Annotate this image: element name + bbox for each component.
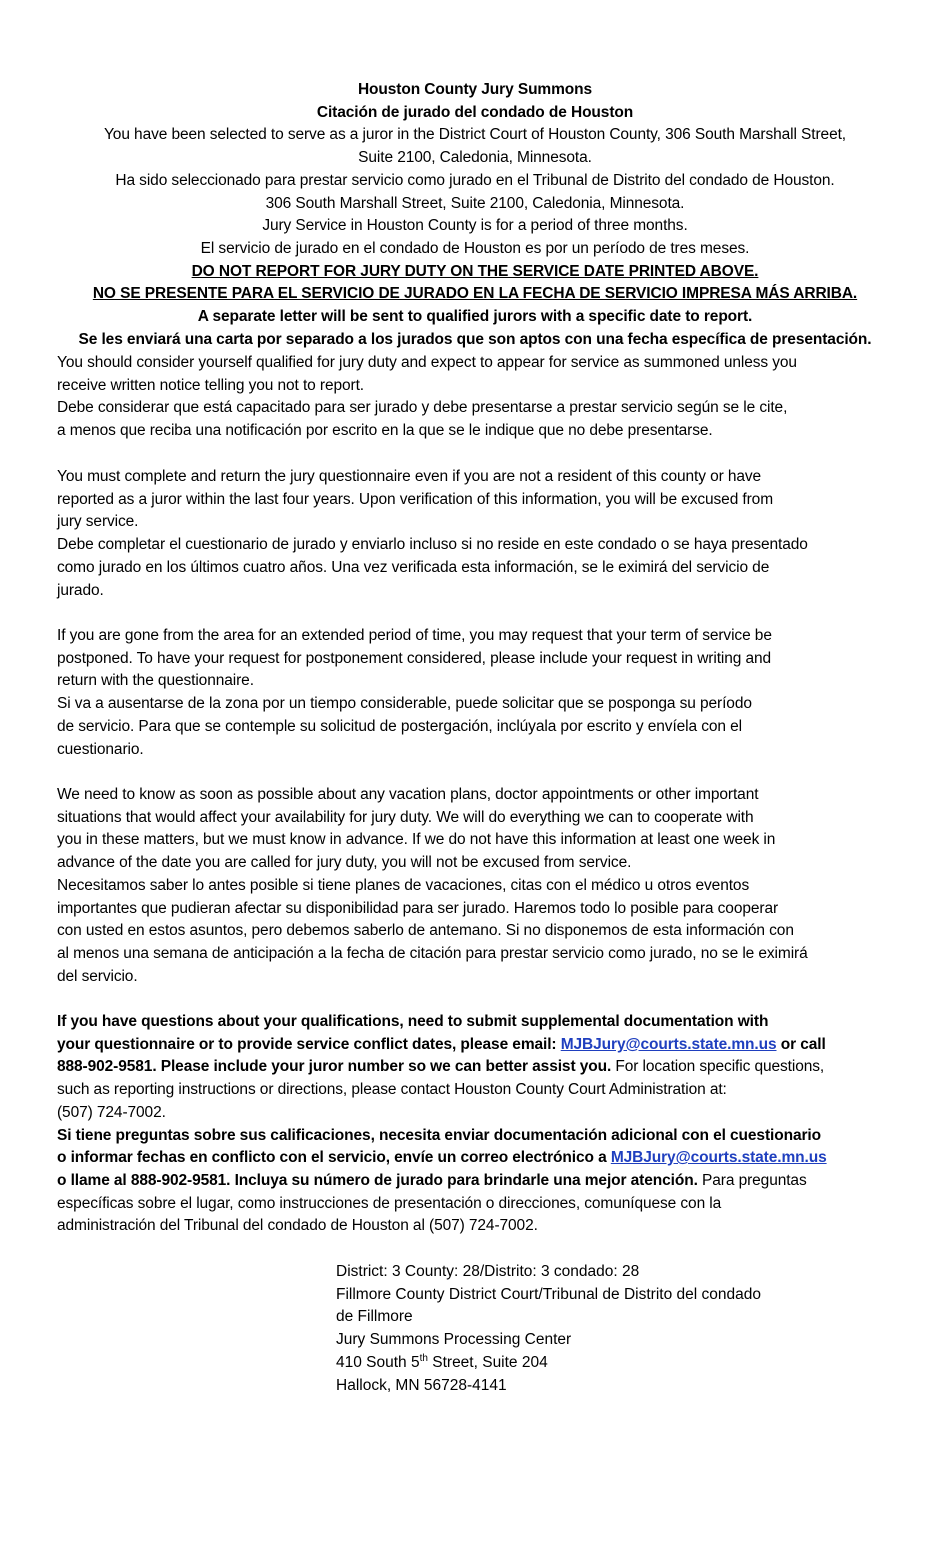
plans-es-line: importantes que pudieran afectar su disponibilidad para ser jurado. Haremos todo lo posible para cooperar bbox=[57, 899, 779, 917]
questionnaire-es-line: Debe completar el cuestionario de jurado y enviarlo incluso si no reside en este condado o se haya presentado bbox=[57, 536, 808, 554]
contact-en-line: 888-902-9581. Please include your juror number so we can better assist you. bbox=[57, 1058, 612, 1076]
postpone-en-line: If you are gone from the area for an extended period of time, you may request that your term of service be bbox=[57, 627, 772, 644]
questionnaire-es-line: jurado. bbox=[57, 581, 104, 599]
service-period-spanish: El servicio de jurado en el condado de Houston es por un período de tres meses. bbox=[200, 239, 750, 257]
questionnaire-en-line: jury service. bbox=[57, 513, 139, 531]
contact-es-line: o llame al 888-902-9581. Incluya su número de jurado para brindarle una mejor atención. bbox=[57, 1171, 698, 1189]
title-english: Houston County Jury Summons bbox=[357, 81, 593, 98]
plans-en-line: advance of the date you are called for jury duty, you will not be excused from service. bbox=[57, 854, 632, 872]
contact-en-line: such as reporting instructions or directions, please contact Houston County Court Administration at: bbox=[57, 1081, 727, 1099]
qualified-paragraph bbox=[57, 352, 917, 443]
selected-spanish-2: 306 South Marshall Street, Suite 2100, Caledonia, Minnesota. bbox=[265, 194, 685, 212]
contact-es-line: específicas sobre el lugar, como instrucciones de presentación o direcciones, comuníquese con la bbox=[57, 1194, 722, 1212]
street-ordinal: th bbox=[419, 1352, 428, 1364]
qualified-en-line: receive written notice telling you not to report. bbox=[57, 376, 364, 394]
postpone-en-line: return with the questionnaire. bbox=[57, 672, 254, 690]
postpone-es-line: Si va a ausentarse de la zona por un tiempo considerable, puede solicitar que se posponga su período bbox=[57, 695, 752, 713]
questionnaire-en-line: reported as a juror within the last four years. Upon verification of this information, you will be excused from bbox=[57, 490, 774, 508]
selected-english-1: You have been selected to serve as a juror in the District Court of Houston County, 306 South Marshall Street, bbox=[103, 126, 847, 144]
qualified-en-line: You should consider yourself qualified for jury duty and expect to appear for service as summoned unless you bbox=[57, 354, 797, 371]
plans-en-line: We need to know as soon as possible about any vacation plans, doctor appointments or other important bbox=[57, 786, 759, 803]
postpone-en-line: postponed. To have your request for postponement considered, please include your request in writing and bbox=[57, 649, 772, 667]
district-line: District: 3 County: 28/Distrito: 3 condado: 28 bbox=[336, 1263, 640, 1280]
street-name: Street, Suite 204 bbox=[427, 1353, 548, 1371]
warning-english: DO NOT REPORT FOR JURY DUTY ON THE SERVICE DATE PRINTED ABOVE. bbox=[191, 262, 759, 280]
service-period-english: Jury Service in Houston County is for a period of three months. bbox=[262, 217, 688, 235]
court-name-line: de Fillmore bbox=[336, 1308, 413, 1326]
contact-en-line: For location specific questions, bbox=[611, 1058, 825, 1076]
contact-es-line: Para preguntas bbox=[697, 1171, 807, 1189]
email-link-spanish[interactable]: MJBJury@courts.state.mn.us bbox=[610, 1149, 827, 1167]
questionnaire-en-line: You must complete and return the jury questionnaire even if you are not a resident of this county or have bbox=[57, 468, 762, 485]
plans-es-line: Necesitamos saber lo antes posible si tiene planes de vacaciones, citas con el médico u otros eventos bbox=[57, 876, 750, 894]
selected-english-2: Suite 2100, Caledonia, Minnesota. bbox=[358, 149, 592, 167]
summons-header bbox=[40, 79, 910, 351]
return-address bbox=[336, 1261, 856, 1397]
contact-paragraph bbox=[57, 1011, 917, 1238]
processing-center: Jury Summons Processing Center bbox=[336, 1331, 572, 1349]
questionnaire-es-line: como jurado en los últimos cuatro años. Una vez verificada esta información, se le eximirá del servicio de bbox=[57, 558, 770, 576]
qualified-es-line: Debe considerar que está capacitado para ser jurado y debe presentarse a prestar servicio según se le cite, bbox=[57, 399, 788, 417]
plans-es-line: con usted en estos asuntos, pero debemos saberlo de antemano. Si no disponemos de esta información con bbox=[57, 922, 794, 940]
court-name-line: Fillmore County District Court/Tribunal de Distrito del condado bbox=[336, 1285, 761, 1303]
postpone-es-line: cuestionario. bbox=[57, 740, 144, 758]
street-number: 410 South 5 bbox=[336, 1353, 420, 1371]
contact-en-line: If you have questions about your qualifications, need to submit supplemental documentation with bbox=[57, 1013, 769, 1030]
court-phone: (507) 724-7002. bbox=[57, 1103, 166, 1121]
contact-en-line: your questionnaire or to provide service conflict dates, please email: bbox=[57, 1035, 561, 1053]
warning-spanish: NO SE PRESENTE PARA EL SERVICIO DE JURADO EN LA FECHA DE SERVICIO IMPRESA MÁS ARRIBA. bbox=[92, 285, 858, 303]
qualified-es-line: a menos que reciba una notificación por escrito en la que se le indique que no debe presentarse. bbox=[57, 422, 713, 440]
selected-spanish-1: Ha sido seleccionado para prestar servicio como jurado en el Tribunal de Distrito del condado de Houston. bbox=[115, 171, 835, 189]
contact-en-line: or call bbox=[776, 1035, 826, 1053]
title-spanish: Citación de jurado del condado de Houston bbox=[316, 103, 634, 121]
plans-paragraph bbox=[57, 784, 917, 988]
plans-es-line: al menos una semana de anticipación a la fecha de citación para prestar servicio como jurado, no se le eximirá bbox=[57, 944, 808, 962]
contact-es-line: Si tiene preguntas sobre sus calificaciones, necesita enviar documentación adicional con el cuestionario bbox=[57, 1126, 821, 1144]
plans-en-line: situations that would affect your availability for jury duty. We will do everything we can to cooperate with bbox=[57, 808, 754, 826]
city-state-zip: Hallock, MN 56728-4141 bbox=[336, 1376, 507, 1394]
postpone-es-line: de servicio. Para que se contemple su solicitud de postergación, inclúyala por escrito y envíela con el bbox=[57, 717, 742, 735]
contact-es-line: o informar fechas en conflicto con el servicio, envíe un correo electrónico a bbox=[57, 1149, 611, 1167]
postpone-paragraph bbox=[57, 625, 917, 761]
plans-es-line: del servicio. bbox=[57, 967, 138, 985]
contact-es-line: administración del Tribunal del condado de Houston al (507) 724-7002. bbox=[57, 1217, 538, 1235]
separate-letter-spanish: Se les enviará una carta por separado a los jurados que son aptos con una fecha específica de presentación. bbox=[78, 330, 872, 348]
street-address bbox=[336, 1352, 856, 1375]
questionnaire-paragraph bbox=[57, 466, 917, 602]
email-link[interactable]: MJBJury@courts.state.mn.us bbox=[560, 1035, 777, 1053]
separate-letter-english: A separate letter will be sent to qualified jurors with a specific date to report. bbox=[197, 308, 753, 326]
plans-en-line: you in these matters, but we must know in advance. If we do not have this information at least one week in bbox=[57, 831, 776, 849]
